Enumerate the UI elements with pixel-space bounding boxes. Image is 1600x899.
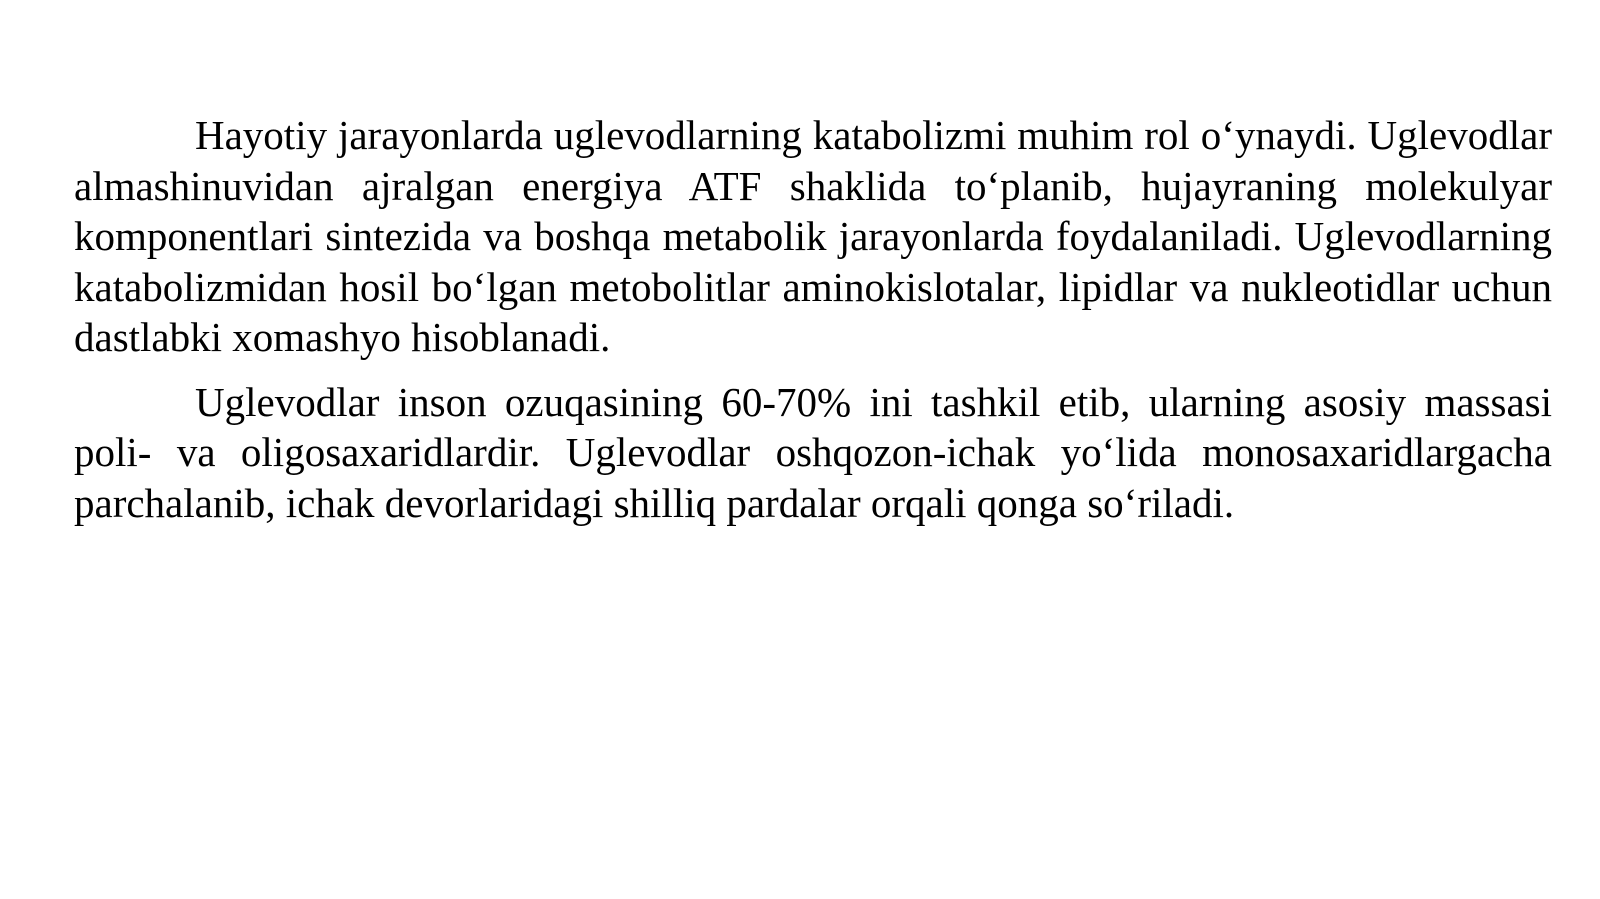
paragraph-carbohydrate-catabolism: Hayotiy jarayonlarda uglevodlarning katabolizmi muhim rol o‘ynaydi. Uglevodlar almashinuvidan ajralgan energiya ATF shaklida to‘planib, hujayraning molekulyar komponentlari sintezida va boshqa metabolik jarayonlarda foydalaniladi. Uglevodlarning katabolizmidan hosil bo‘lgan metobolitlar aminokislotalar, lipidlar va nukleotidlar uchun dastlabki xomashyo hisoblanadi. [74,112,1552,360]
paragraph-carbohydrate-digestion: Uglevodlar inson ozuqasining 60-70% ini tashkil etib, ularning asosiy massasi poli- va oligosaxaridlardir. Uglevodlar oshqozon-ichak yo‘lida monosaxaridlargacha parchalanib, ichak devorlaridagi shilliq pardalar orqali qonga so‘riladi. [74,378,1552,526]
text-body [74,110,1552,528]
